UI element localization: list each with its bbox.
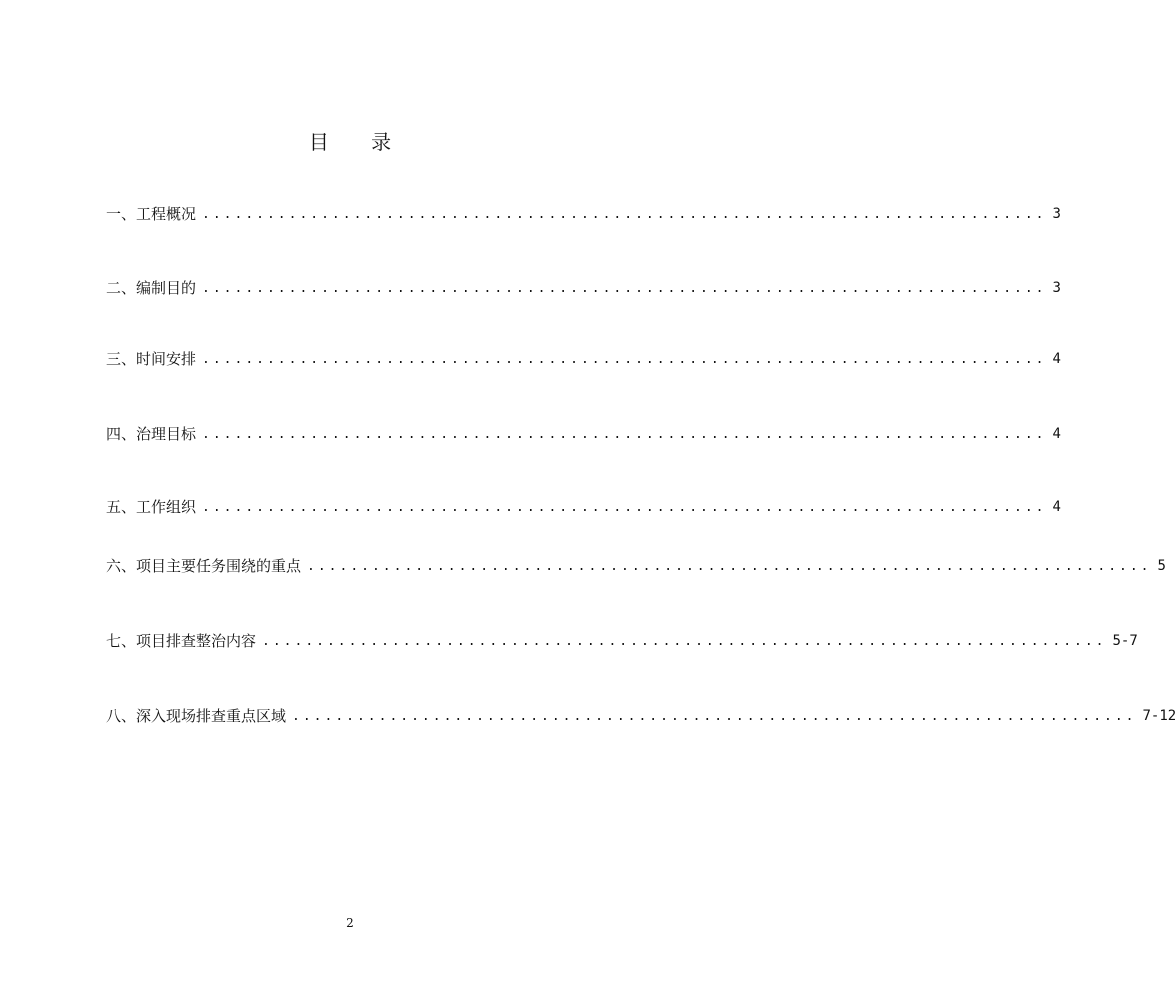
toc-entry-page: 5 [1157, 558, 1166, 574]
toc-entry-label: 二、编制目的 [106, 279, 197, 297]
toc-entry-label: 六、项目主要任务围绕的重点 [106, 557, 302, 575]
dot-leader: .............................................................................. [202, 207, 1047, 222]
toc-entry-page: 4 [1052, 499, 1061, 515]
dot-leader: .............................................................................. [202, 427, 1047, 442]
toc-entry-page: 5-7 [1112, 633, 1138, 649]
toc-entry[interactable] [106, 627, 1138, 651]
toc-entry[interactable] [106, 420, 1061, 444]
page-number: 2 [346, 916, 354, 930]
page-title: 目 录 [308, 130, 410, 154]
toc-entry-label: 七、项目排查整治内容 [106, 632, 257, 650]
dot-leader: .............................................................................. [202, 500, 1047, 515]
toc-entry-page: 7-12 [1142, 708, 1176, 724]
toc-entry[interactable] [106, 493, 1061, 517]
toc-entry-page: 3 [1052, 280, 1061, 296]
toc-entry-page: 3 [1052, 206, 1061, 222]
dot-leader: .............................................................................. [202, 281, 1047, 296]
toc-entry[interactable] [106, 200, 1061, 224]
dot-leader: .............................................................................. [292, 709, 1137, 724]
toc-entry-label: 一、工程概况 [106, 205, 197, 223]
toc-entry-label: 五、工作组织 [106, 498, 197, 516]
toc-entry[interactable] [106, 552, 1166, 576]
toc-entry-label: 八、深入现场排查重点区域 [106, 707, 287, 725]
toc-entry[interactable] [106, 274, 1061, 298]
dot-leader: .............................................................................. [202, 352, 1047, 367]
toc-entry-label: 三、时间安排 [106, 350, 197, 368]
dot-leader: .............................................................................. [307, 559, 1152, 574]
toc-entry[interactable] [106, 702, 1176, 726]
toc-entry-page: 4 [1052, 426, 1061, 442]
toc-entry-label: 四、治理目标 [106, 425, 197, 443]
toc-entry-page: 4 [1052, 351, 1061, 367]
dot-leader: .............................................................................. [262, 634, 1107, 649]
toc-entry[interactable] [106, 345, 1061, 369]
